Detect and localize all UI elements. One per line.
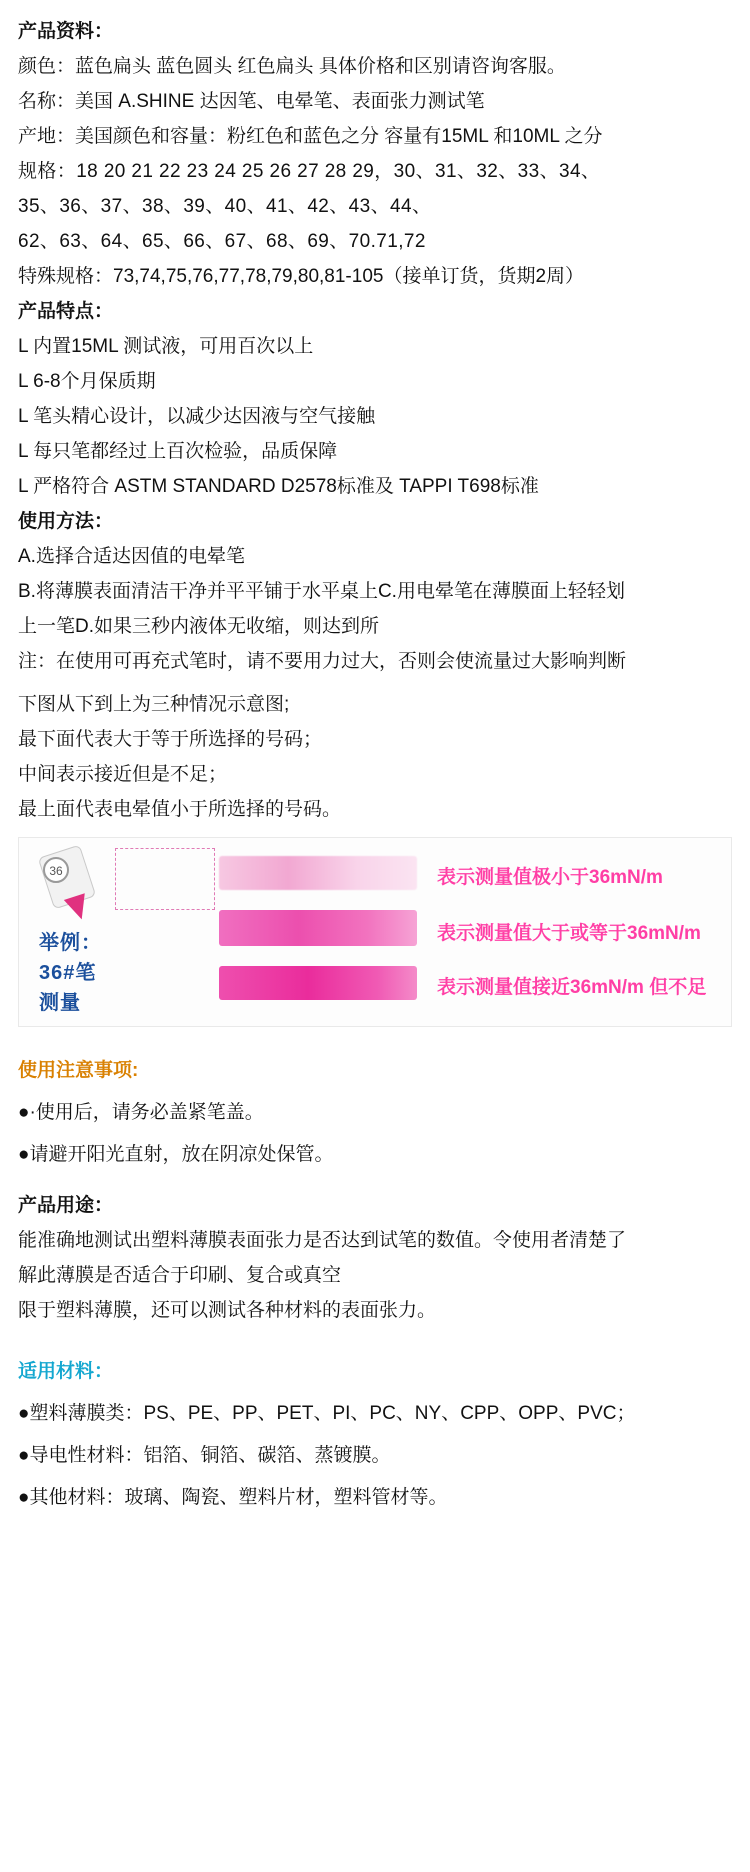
- usage-note: 注：在使用可再充式笔时，请不要用力过大，否则会使流量过大影响判断: [18, 651, 627, 672]
- usage-step-b: B.将薄膜表面清洁干净并平平铺于水平桌上C.用电晕笔在薄膜面上轻轻划: [18, 581, 625, 602]
- figure-intro-line-1: 下图从下到上为三种情况示意图;: [18, 694, 290, 715]
- figure-caption-row-3: 表示测量值接近36mN/m 但不足: [437, 977, 707, 998]
- figure-label-pen: 36#笔: [39, 962, 97, 984]
- feature-item: L 内置15ML 测试液，可用百次以上: [18, 336, 314, 357]
- figure-intro-line-2: 最下面代表大于等于所选择的号码；: [18, 729, 323, 750]
- product-origin-line: 产地：美国颜色和容量：粉红色和蓝色之分 容量有15ML 和10ML 之分: [18, 126, 603, 147]
- dyne-test-illustration: [18, 837, 732, 1027]
- product-name-line: 名称：美国 A.SHINE 达因笔、电晕笔、表面张力测试笔: [18, 91, 485, 112]
- product-special-spec-line: 特殊规格：73,74,75,76,77,78,79,80,81-105（接单订货，货期2周）: [18, 266, 585, 287]
- figure-dashed-box: [115, 848, 215, 910]
- ink-swatch-stable: [219, 910, 417, 946]
- feature-item: L 笔头精心设计，以减少达因液与空气接触: [18, 406, 376, 427]
- usage-title: 使用方法：: [18, 511, 114, 532]
- feature-item: L 6-8个月保质期: [18, 371, 156, 392]
- feature-item: L 每只笔都经过上百次检验，品质保障: [18, 441, 338, 462]
- ink-swatch-shrunk: [219, 856, 417, 890]
- purpose-title: 产品用途：: [18, 1195, 114, 1216]
- notice-item: ●·使用后，请务必盖紧笔盖。: [18, 1102, 264, 1123]
- figure-label-example: 举例：: [39, 932, 102, 954]
- materials-title: 适用材料：: [18, 1361, 114, 1382]
- figure-label-measure: 测量: [39, 992, 81, 1014]
- notice-item: ●请避开阳光直射，放在阴凉处保管。: [18, 1144, 334, 1165]
- material-item: ●其他材料：玻璃、陶瓷、塑料片材，塑料管材等。: [18, 1487, 448, 1508]
- product-spec-line-3: 62、63、64、65、66、67、68、69、70.71,72: [18, 231, 426, 252]
- product-spec-line-2: 35、36、37、38、39、40、41、42、43、44、: [18, 196, 432, 217]
- purpose-line-3: 限于塑料薄膜，还可以测试各种材料的表面张力。: [18, 1300, 437, 1321]
- figure-intro-line-3: 中间表示接近但是不足；: [18, 764, 228, 785]
- feature-item: L 严格符合 ASTM STANDARD D2578标准及 TAPPI T698标准: [18, 476, 539, 497]
- product-features-title: 产品特点：: [18, 301, 114, 322]
- dyne-pen-illustration: [37, 850, 101, 928]
- usage-step-a: A.选择合适达因值的电晕笔: [18, 546, 245, 567]
- product-spec-line-1: 规格：18 20 21 22 23 24 25 26 27 28 29，30、31、32、33、34、: [18, 161, 601, 182]
- figure-left-column: [19, 838, 219, 1026]
- usage-step-c: 上一笔D.如果三秒内液体无收缩，则达到所: [18, 616, 380, 637]
- purpose-line-2: 解此薄膜是否适合于印刷、复合或真空: [18, 1265, 342, 1286]
- figure-caption-row-2: 表示测量值大于或等于36mN/m: [437, 923, 701, 944]
- product-spec-title: 产品资料：: [18, 21, 114, 42]
- material-item: ●导电性材料：铝箔、铜箔、碳箔、蒸镀膜。: [18, 1445, 391, 1466]
- ink-swatch-partial: [219, 966, 417, 1000]
- purpose-line-1: 能准确地测试出塑料薄膜表面张力是否达到试笔的数值。令使用者清楚了: [18, 1230, 627, 1251]
- pen-number-label: 36: [43, 857, 69, 883]
- material-item: ●塑料薄膜类：PS、PE、PP、PET、PI、PC、NY、CPP、OPP、PVC；: [18, 1403, 636, 1424]
- figure-intro-line-4: 最上面代表电晕值小于所选择的号码。: [18, 799, 342, 820]
- product-color-line: 颜色：蓝色扁头 蓝色圆头 红色扁头 具体价格和区别请咨询客服。: [18, 56, 566, 77]
- notices-title: 使用注意事项:: [18, 1060, 139, 1081]
- figure-caption-row-1: 表示测量值极小于36mN/m: [437, 867, 663, 888]
